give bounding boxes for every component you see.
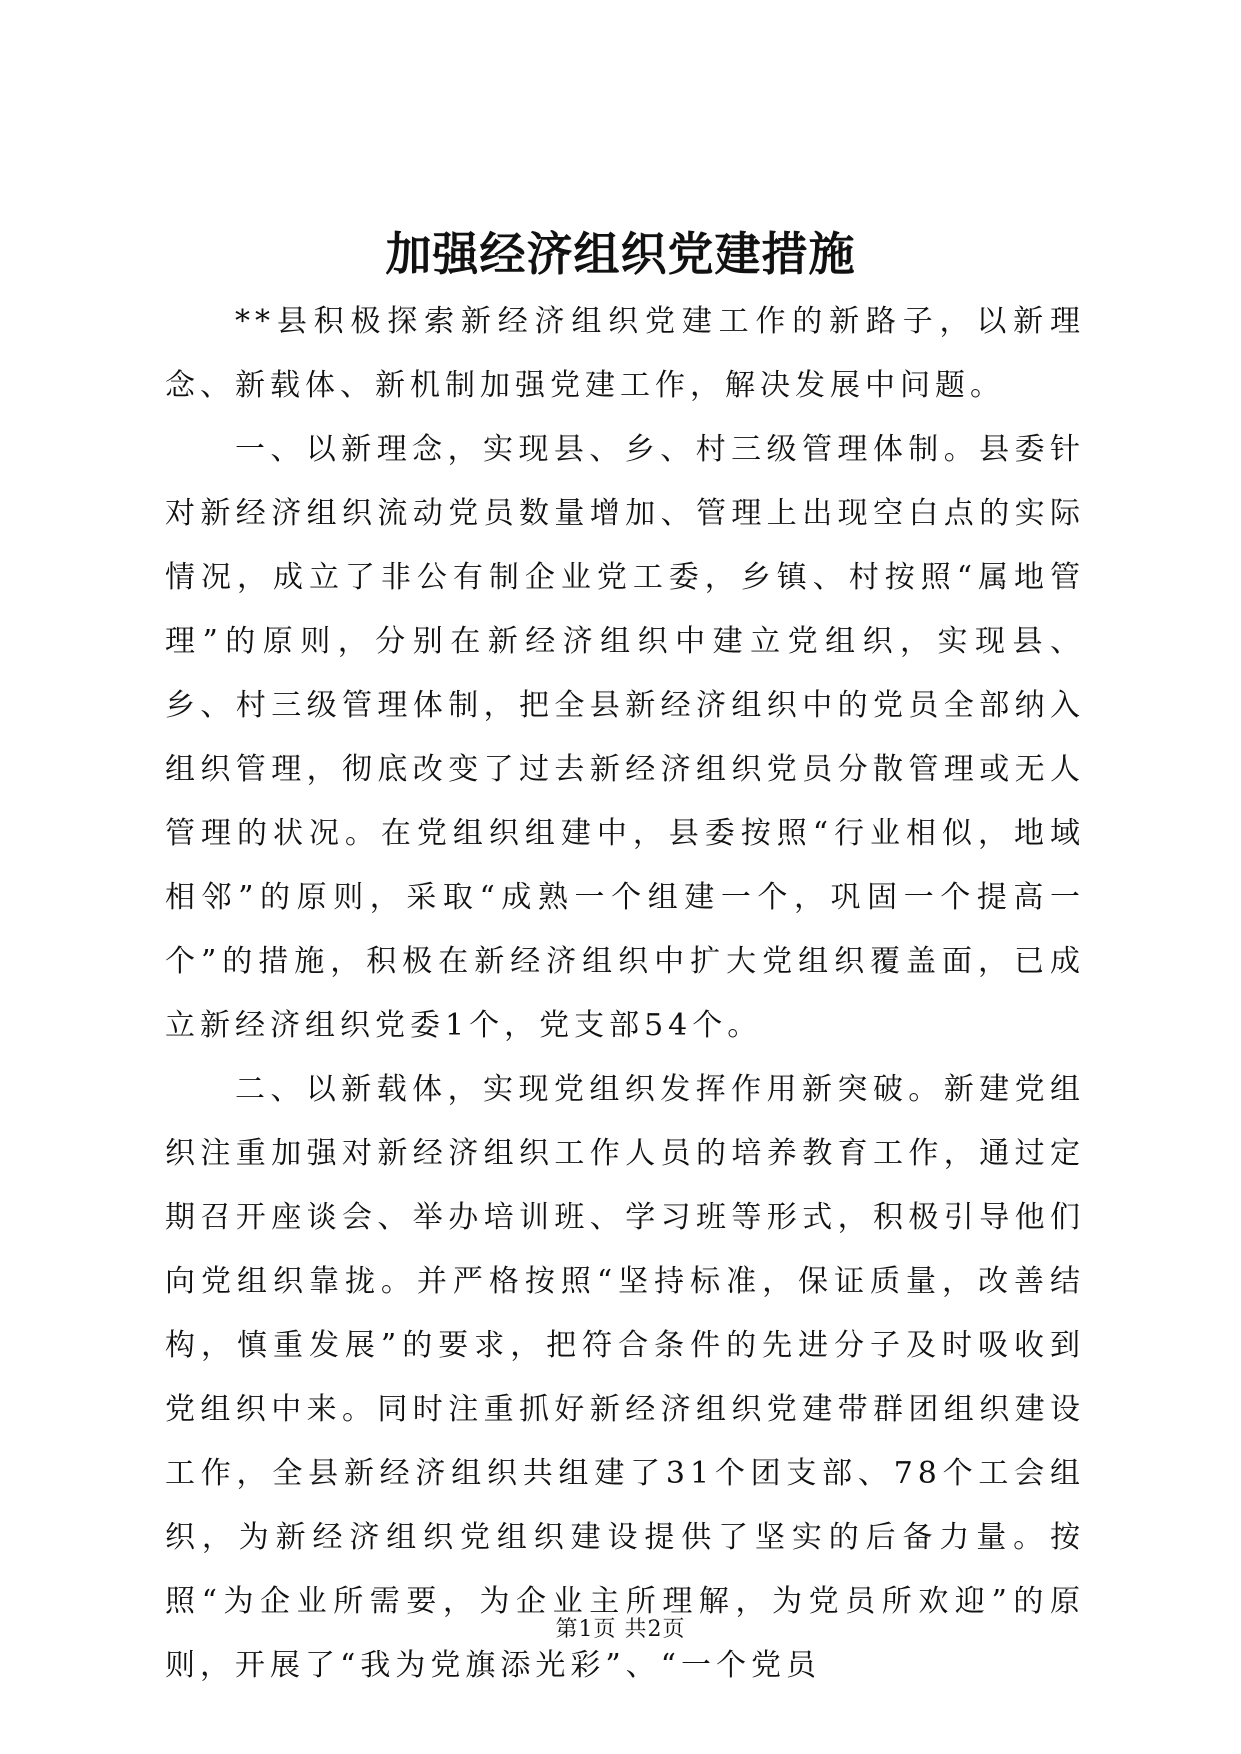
document-body bbox=[165, 290, 1085, 1698]
intro-paragraph: **县积极探索新经济组织党建工作的新路子，以新理念、新载体、新机制加强党建工作，解决发展中问题。 bbox=[165, 304, 1085, 403]
document-title: 加强经济组织党建措施 bbox=[385, 227, 856, 281]
section-two-paragraph: 二、以新载体，实现党组织发挥作用新突破。新建党组织注重加强对新经济组织工作人员的培养教育工作，通过定期召开座谈会、举办培训班、学习班等形式，积极引导他们向党组织靠拢。并严格按照“坚持标准，保证质量，改善结构，慎重发展”的要求，把符合条件的先进分子及时吸收到党组织中来。同时注重抓好新经济组织党建带群团组织建设工作，全县新经济组织共组建了31个团支部、78个工会组织，为新经济组织党组织建设提供了坚实的后备力量。按照“为企业所需要，为企业主所理解，为党员所欢迎”的原则，开展了“我为党旗添光彩”、“一个党员 bbox=[165, 1072, 1085, 1683]
section-one-paragraph: 一、以新理念，实现县、乡、村三级管理体制。县委针对新经济组织流动党员数量增加、管理上出现空白点的实际情况，成立了非公有制企业党工委，乡镇、村按照“属地管理”的原则，分别在新经济组织中建立党组织，实现县、乡、村三级管理体制，把全县新经济组织中的党员全部纳入组织管理，彻底改变了过去新经济组织党员分散管理或无人管理的状况。在党组织组建中，县委按照“行业相似，地域相邻”的原则，采取“成熟一个组建一个，巩固一个提高一个”的措施，积极在新经济组织中扩大党组织覆盖面，已成立新经济组织党委1个，党支部54个。 bbox=[165, 432, 1085, 1043]
page-number-footer: 第1页 共2页 bbox=[555, 1617, 686, 1642]
